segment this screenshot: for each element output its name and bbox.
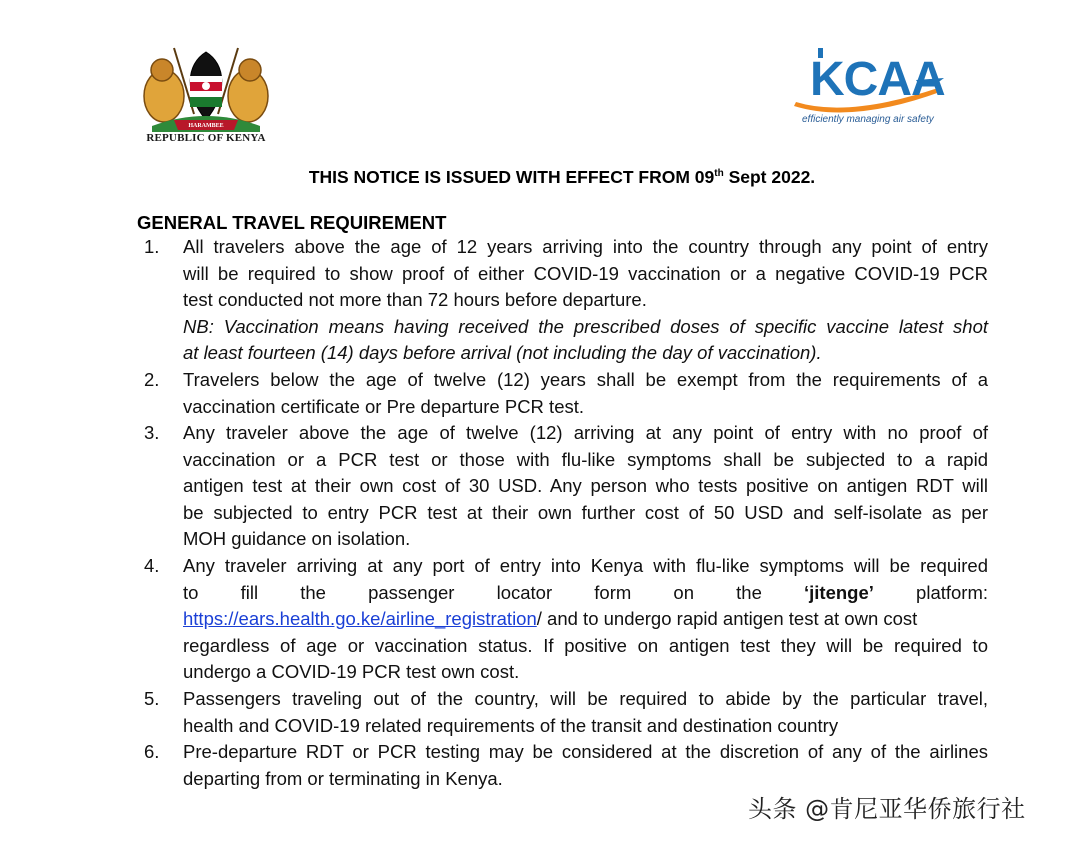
item-number: 2. xyxy=(144,369,160,390)
item-line: regardless of age or vaccination status. If positive on antigen test they will be required to xyxy=(183,634,988,656)
republic-of-kenya-caption: REPUBLIC OF KENYA xyxy=(146,132,266,144)
watermark-text: 头条 @肯尼亚华侨旅行社 xyxy=(748,795,1026,823)
nb-note-line: at least fourteen (14) days before arrival (not including the day of vaccination). xyxy=(183,342,822,363)
item-line: undergo a COVID-19 PCR test own cost. xyxy=(183,661,520,682)
coat-of-arms xyxy=(124,44,288,148)
item-line xyxy=(183,606,988,633)
word: on xyxy=(673,581,694,603)
notice-superscript: th xyxy=(714,168,724,179)
word: form xyxy=(594,581,632,603)
kcaa-tagline: efficiently managing air safety xyxy=(802,114,934,125)
word: locator xyxy=(496,581,553,603)
word: platform: xyxy=(916,581,989,603)
nb-note-line: NB: Vaccination means having received the prescribed doses of specific vaccine latest shot xyxy=(183,315,988,337)
item-number: 1. xyxy=(144,236,160,257)
notice-effective-date xyxy=(0,167,1080,188)
section-heading: GENERAL TRAVEL REQUIREMENT xyxy=(137,212,447,233)
notice-prefix: THIS NOTICE IS ISSUED WITH EFFECT FROM 09 xyxy=(308,167,715,187)
item-line: will be required to show proof of either COVID-19 vaccination or a negative COVID-19 PCR xyxy=(183,262,988,284)
notice-suffix: Sept 2022. xyxy=(723,167,816,187)
link-suffix-text: / and to undergo rapid antigen test at own cost xyxy=(536,608,918,629)
item-number: 4. xyxy=(144,555,160,576)
item-line: vaccination certificate or Pre departure PCR test. xyxy=(183,395,585,417)
item-line-spaced xyxy=(183,580,988,607)
item-line: health and COVID-19 related requirements of the transit and destination country xyxy=(183,714,839,736)
item-line: departing from or terminating in Kenya. xyxy=(183,767,503,789)
word: the xyxy=(736,581,762,603)
item-line: MOH guidance on isolation. xyxy=(183,528,411,549)
word: passenger xyxy=(368,581,455,603)
kcaa-wordmark: KCAA xyxy=(810,53,945,106)
word: the xyxy=(300,581,326,603)
item-number: 3. xyxy=(144,422,160,443)
item-number: 6. xyxy=(144,741,160,762)
item-line: Pre-departure RDT or PCR testing may be considered at the discretion of any of the airlines xyxy=(183,741,988,762)
registration-link[interactable]: https://ears.health.go.ke/airline_registration xyxy=(183,608,537,629)
word: fill xyxy=(240,581,259,603)
kcaa-logo xyxy=(788,44,956,130)
item-line: All travelers above the age of 12 years arriving into the country through any point of entry xyxy=(183,236,988,257)
item-line: antigen test at their own cost of 30 USD. Any person who tests positive on antigen RDT will xyxy=(183,475,988,496)
item-line: be subjected to entry PCR test at their own further cost of 50 USD and self-isolate as per xyxy=(183,501,988,523)
item-line: test conducted not more than 72 hours before departure. xyxy=(183,289,647,310)
item-line: Travelers below the age of twelve (12) years shall be exempt from the requirements of a xyxy=(183,369,988,390)
item-line: Any traveler above the age of twelve (12) arriving at any point of entry with no proof of xyxy=(183,422,988,443)
item-line: Any traveler arriving at any port of entry into Kenya with flu-like symptoms will be required xyxy=(183,555,988,576)
motto-scroll-text: HARAMBEE xyxy=(188,123,224,129)
word: to xyxy=(183,581,199,603)
item-number: 5. xyxy=(144,688,160,709)
item-line: Passengers traveling out of the country, will be required to abide by the particular travel, xyxy=(183,688,988,709)
jitenge-platform-name: ‘jitenge’ xyxy=(804,581,874,603)
item-line: vaccination or a PCR test or those with flu-like symptoms shall be subjected to a rapid xyxy=(183,448,988,470)
